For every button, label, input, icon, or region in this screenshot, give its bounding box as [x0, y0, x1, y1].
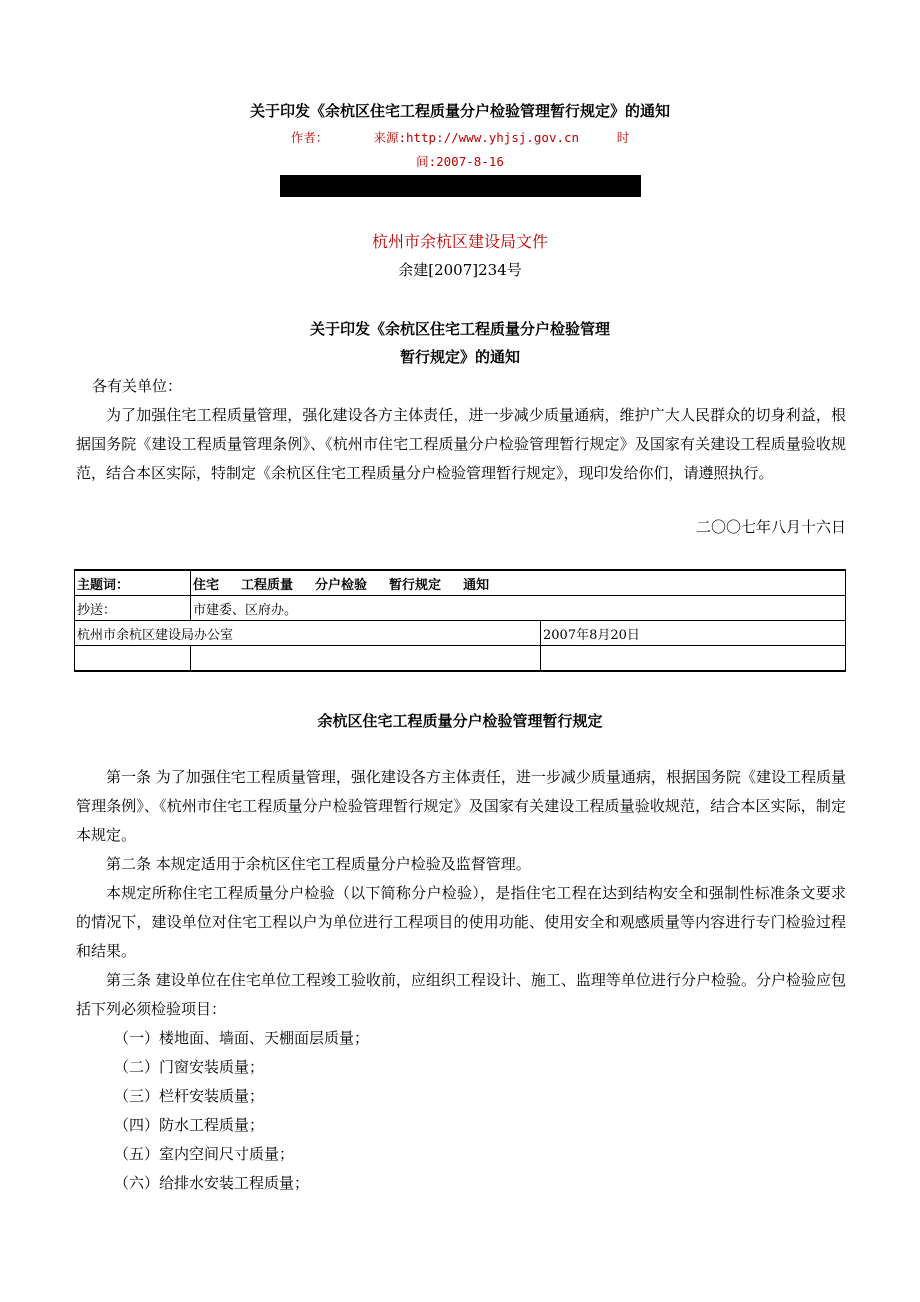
regulation-paragraph: 本规定所称住宅工程质量分户检验（以下简称分户检验），是指住宅工程在达到结构安全和强制性标准条文要求的情况下，建设单位对住宅工程以户为单位进行工程项目的使用功能、使用安全和观感质量等内容进行专门检验过程和结果。 — [76, 884, 846, 960]
cc-row — [75, 596, 846, 621]
article-meta — [0, 128, 920, 146]
keyword-item: 分户检验 — [315, 577, 368, 593]
print-date: 2007年8月20日 — [541, 621, 846, 646]
article-date: 间:2007-8-16 — [416, 154, 504, 169]
keywords-row — [75, 570, 846, 596]
check-item: （五）室内空间尺寸质量； — [114, 1145, 295, 1163]
author-label: 作者： — [290, 130, 329, 145]
check-item: （六）给排水安装工程质量； — [114, 1174, 310, 1192]
cc-label: 抄送： — [75, 596, 191, 621]
check-item: （四）防水工程质量； — [114, 1116, 265, 1134]
source-link[interactable]: 来源:http://www.yhjsj.gov.cn — [373, 130, 580, 145]
regulation-paragraph: 第三条 建设单位在住宅单位工程竣工验收前，应组织工程设计、施工、监理等单位进行分户检验。分户检验应包括下列必须检验项目： — [76, 971, 846, 1018]
empty-cell — [541, 646, 846, 672]
empty-row — [75, 646, 846, 672]
cc-value: 市建委、区府办。 — [191, 596, 846, 621]
notice-paragraph: 为了加强住宅工程质量管理，强化建设各方主体责任，进一步减少质量通病，维护广大人民群众的切身利益，根据国务院《建设工程质量管理条例》、《杭州市住宅工程质量分户检验管理暂行规定》及国家有关建设工程质量验收规范，结合本区实际，特制定《余杭区住宅工程质量分户检验管理暂行规定》，现印发给你们，请遵照执行。 — [76, 406, 846, 482]
article-title: 关于印发《余杭区住宅工程质量分户检验管理暂行规定》的通知 — [249, 102, 670, 120]
empty-cell — [191, 646, 541, 672]
check-item: （二）门窗安装质量； — [114, 1058, 265, 1076]
empty-cell — [75, 646, 191, 672]
keyword-item: 通知 — [463, 577, 490, 593]
issuer-heading: 杭州市余杭区建设局文件 — [371, 232, 548, 251]
time-label: 时 — [616, 130, 630, 145]
office-row — [75, 621, 846, 646]
regulation-body — [76, 763, 846, 1198]
redaction-bar — [280, 175, 641, 197]
signature-date: 二〇〇七年八月十六日 — [695, 518, 846, 536]
check-item: （一）楼地面、墙面、天棚面层质量； — [114, 1029, 370, 1047]
check-item: （三）栏杆安装质量； — [114, 1087, 265, 1105]
regulation-paragraph: 第一条 为了加强住宅工程质量管理，强化建设各方主体责任，进一步减少质量通病，根据国务院《建设工程质量管理条例》、《杭州市住宅工程质量分户检验管理暂行规定》及国家有关建设工程质量验收规范，结合本区实际，制定本规定。 — [76, 768, 846, 844]
office-name: 杭州市余杭区建设局办公室 — [75, 621, 541, 646]
document-number: 余建[2007]234号 — [398, 261, 522, 279]
keyword-item: 暂行规定 — [389, 577, 442, 593]
addressee: 各有关单位： — [92, 377, 183, 395]
regulation-paragraph: 第二条 本规定适用于余杭区住宅工程质量分户检验及监督管理。 — [106, 855, 531, 873]
regulation-title: 余杭区住宅工程质量分户检验管理暂行规定 — [317, 712, 603, 730]
keywords-label: 主题词： — [75, 570, 191, 596]
keyword-item: 住宅 — [193, 577, 220, 593]
keyword-item: 工程质量 — [241, 577, 294, 593]
notice-title-line2: 暂行规定》的通知 — [399, 348, 520, 366]
keywords-value — [191, 570, 846, 596]
document-info-table — [74, 569, 846, 672]
notice-title-line1: 关于印发《余杭区住宅工程质量分户检验管理 — [309, 320, 610, 338]
